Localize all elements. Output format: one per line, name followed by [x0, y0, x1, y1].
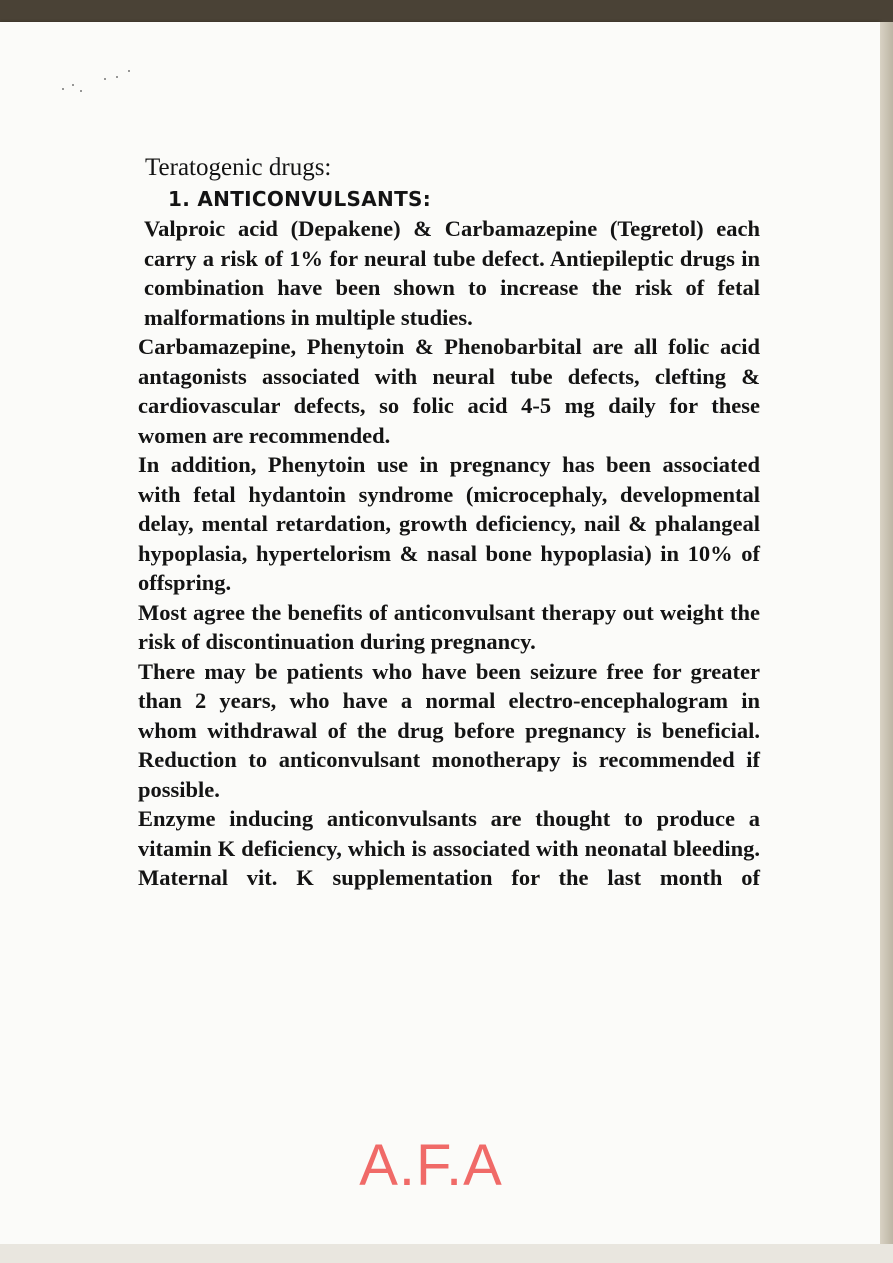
- paragraph: Most agree the benefits of anticonvulsant therapy out weight the risk of discontinuation during pregnancy.: [138, 599, 760, 654]
- speck: [116, 76, 118, 78]
- page-title: Teratogenic drugs:: [145, 154, 332, 181]
- paragraph: There may be patients who have been seizure free for greater than 2 years, who have a normal electro-encephalogram in whom withdrawal of the drug before pregnancy is beneficial. Reduction to anticonvulsant monotherapy is recommended if possible.: [138, 658, 760, 802]
- speck: [104, 78, 106, 80]
- paragraph: Valproic acid (Depakene) & Carbamazepine (Tegretol) each carry a risk of 1% for neural tube defect. Antiepileptic drugs in combination have been shown to increase the risk of fetal malformations in multiple studies.: [144, 216, 760, 330]
- paragraph: Carbamazepine, Phenytoin & Phenobarbital are all folic acid antagonists associated with neural tube defects, clefting & cardiovascular defects, so folic acid 4-5 mg daily for these women are recommended.: [138, 334, 760, 448]
- speck: [80, 90, 82, 92]
- speck: [72, 84, 74, 86]
- watermark: A.F.A: [359, 1133, 503, 1198]
- paragraph: Enzyme inducing anticonvulsants are thought to produce a vitamin K deficiency, which is associated with neonatal bleeding. Maternal vit. K supplementation for the last month of: [138, 806, 760, 890]
- speck: [128, 70, 130, 72]
- paper-specks: [58, 68, 138, 98]
- paragraph: In addition, Phenytoin use in pregnancy has been associated with fetal hydantoin syndrome (microcephaly, developmental delay, mental retardation, growth deficiency, nail & phalangeal hypoplasia, hypertelorism & nasal bone hypoplasia) in 10% of offspring.: [138, 452, 760, 595]
- page-edge: [880, 22, 893, 1244]
- page-bottom-band: [0, 1244, 893, 1263]
- section-heading: 1. ANTICONVULSANTS:: [168, 187, 432, 211]
- document-body: [138, 152, 760, 893]
- speck: [62, 88, 64, 90]
